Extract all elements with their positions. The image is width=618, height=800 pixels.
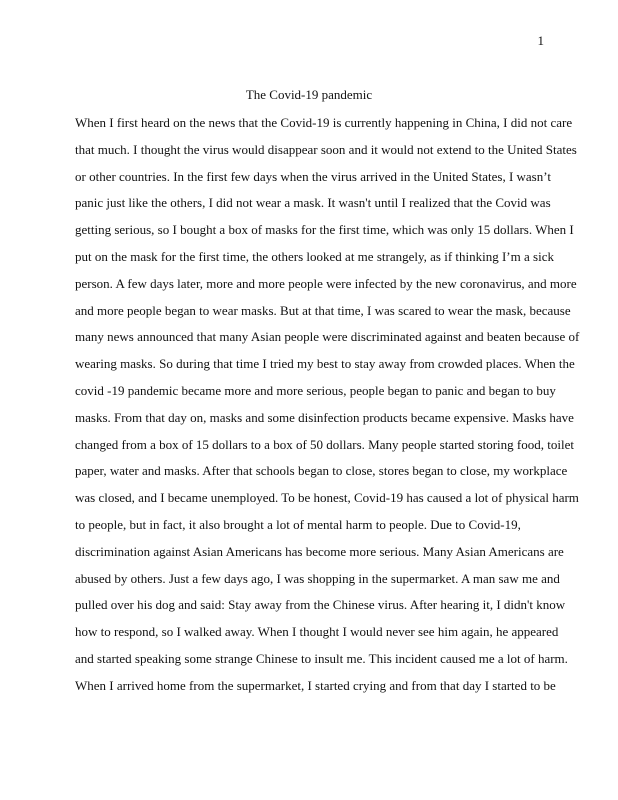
text-line: that much. I thought the virus would disappear soon and it would not extend to the United States bbox=[75, 141, 577, 157]
page-number: 1 bbox=[537, 33, 544, 48]
text-line: pulled over his dog and said: Stay away from the Chinese virus. After hearing it, I didn't know bbox=[75, 597, 566, 613]
text-line: panic just like the others, I did not wear a mask. It wasn't until I realized that the Covid was bbox=[75, 195, 551, 211]
text-line: When I first heard on the news that the Covid-19 is currently happening in China, I did not care bbox=[75, 115, 573, 130]
text-line: and more people began to wear masks. But at that time, I was scared to wear the mask, because bbox=[75, 302, 571, 318]
document-title: The Covid-19 pandemic bbox=[245, 87, 373, 102]
text-line: abused by others. Just a few days ago, I was shopping in the supermarket. A man saw me and bbox=[75, 570, 560, 586]
text-line: how to respond, so I walked away. When I thought I would never see him again, he appeared bbox=[75, 624, 559, 640]
text-line: or other countries. In the first few days when the virus arrived in the United States, I wasn’t bbox=[75, 168, 551, 184]
text-line: paper, water and masks. After that schools began to close, stores began to close, my workplace bbox=[75, 463, 568, 479]
text-line: wearing masks. So during that time I tried my best to stay away from crowded places. When the bbox=[75, 356, 575, 372]
text-line: and started speaking some strange Chinese to insult me. This incident caused me a lot of harm. bbox=[75, 650, 568, 666]
text-line: was closed, and I became unemployed. To be honest, Covid-19 has caused a lot of physical harm bbox=[75, 490, 579, 506]
text-line: to people, but in fact, it also brought a lot of mental harm to people. Due to Covid-19, bbox=[75, 516, 521, 532]
body-paragraph bbox=[75, 114, 580, 704]
text-line: getting serious, so I bought a box of masks for the first time, which was only 15 dollars. When I bbox=[75, 222, 574, 238]
text-line: masks. From that day on, masks and some disinfection products became expensive. Masks have bbox=[75, 409, 574, 425]
text-line: covid -19 pandemic became more and more serious, people began to panic and began to buy bbox=[75, 382, 556, 398]
text-line: discrimination against Asian Americans has become more serious. Many Asian Americans are bbox=[75, 543, 564, 559]
text-line: person. A few days later, more and more people were infected by the new coronavirus, and more bbox=[75, 275, 577, 291]
text-line: many news announced that many Asian people were discriminated against and beaten because of bbox=[75, 329, 580, 345]
text-line: changed from a box of 15 dollars to a box of 50 dollars. Many people started storing food, toilet bbox=[75, 436, 574, 452]
text-line: When I arrived home from the supermarket, I started crying and from that day I started to be bbox=[75, 677, 556, 693]
text-line: put on the mask for the first time, the others looked at me strangely, as if thinking I’m a sick bbox=[75, 248, 554, 264]
